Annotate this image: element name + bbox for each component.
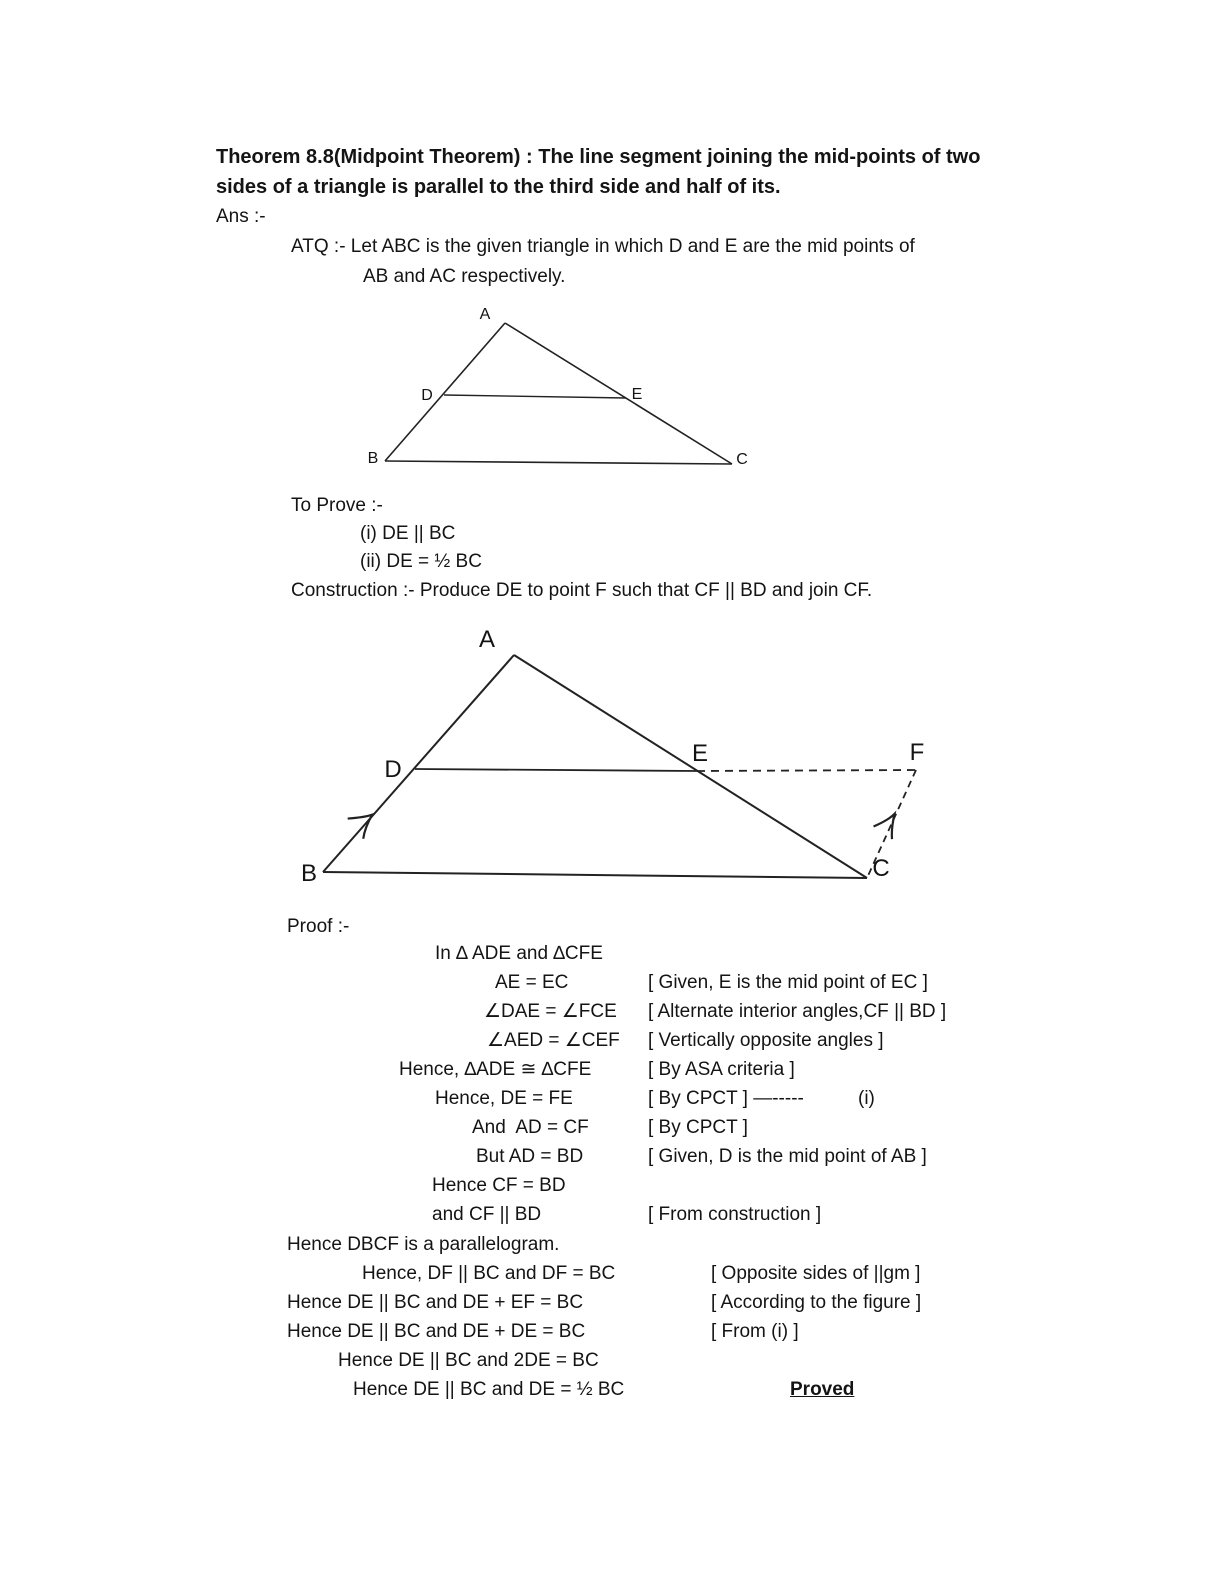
proof-conclusion-statement: Hence DE || BC and 2DE = BC bbox=[338, 1350, 599, 1371]
fig2-parallel-arrow-cf bbox=[872, 808, 902, 839]
proof-step-statement: Hence, ∆ADE ≅ ∆CFE bbox=[399, 1059, 592, 1080]
fig2-vertex-label-a: A bbox=[478, 626, 496, 653]
proof-step-reason: [ By ASA criteria ] bbox=[648, 1059, 795, 1080]
fig2-point-label-e: E bbox=[691, 740, 709, 767]
proof-step-statement: and CF || BD bbox=[432, 1204, 542, 1225]
proof-conclusion-statement: Hence, DF || BC and DF = BC bbox=[362, 1263, 616, 1284]
proof-conclusion-statement: Hence DE || BC and DE = ½ BC bbox=[353, 1379, 625, 1400]
proof-conclusion-reason: [ Opposite sides of ||gm ] bbox=[711, 1263, 921, 1284]
proof-step-reason: [ From construction ] bbox=[648, 1204, 822, 1225]
proof-step-statement: AE = EC bbox=[495, 972, 569, 993]
fig1-segment-de bbox=[444, 395, 626, 398]
fig2-point-label-f: F bbox=[909, 739, 925, 766]
to-prove-label: To Prove :- bbox=[291, 495, 383, 516]
atq-line1: ATQ :- Let ABC is the given triangle in which D and E are the mid points of bbox=[291, 236, 915, 257]
fig2-side-ab bbox=[323, 655, 514, 872]
to-prove-item-1: (i) DE || BC bbox=[360, 523, 456, 544]
proof-step-statement: ∠DAE = ∠FCE bbox=[484, 1001, 617, 1022]
fig1-side-bc bbox=[385, 461, 732, 464]
proof-conclusion-statement: Hence DE || BC and DE + EF = BC bbox=[287, 1292, 584, 1313]
proof-step-reason: [ By CPCT ] —----- bbox=[648, 1088, 804, 1109]
proof-step-statement: Hence, DE = FE bbox=[435, 1088, 573, 1109]
proof-intro: In ∆ ADE and ∆CFE bbox=[435, 943, 603, 964]
fig1-side-ac bbox=[505, 323, 732, 464]
fig2-side-bc bbox=[323, 872, 867, 878]
proof-step-reason: [ Given, D is the mid point of AB ] bbox=[648, 1146, 927, 1167]
to-prove-item-2: (ii) DE = ½ BC bbox=[360, 551, 482, 572]
theorem-heading-line1: Theorem 8.8(Midpoint Theorem) : The line segment joining the mid-points of two bbox=[216, 146, 981, 168]
figure-construction-with-f bbox=[295, 613, 955, 893]
proof-conclusion-statement: Hence DE || BC and DE + DE = BC bbox=[287, 1321, 586, 1342]
proof-step-reason: [ By CPCT ] bbox=[648, 1117, 748, 1138]
proof-conclusion-reason: [ According to the figure ] bbox=[711, 1292, 922, 1313]
fig2-segment-de bbox=[415, 769, 697, 771]
proof-step-reason: [ Given, E is the mid point of EC ] bbox=[648, 972, 928, 993]
proof-step-reason: [ Vertically opposite angles ] bbox=[648, 1030, 884, 1051]
proof-label: Proof :- bbox=[287, 916, 350, 937]
proof-conclusion-reason: [ From (i) ] bbox=[711, 1321, 799, 1342]
proof-step-statement: But AD = BD bbox=[476, 1146, 584, 1167]
construction-statement: Construction :- Produce DE to point F such that CF || BD and join CF. bbox=[291, 580, 873, 601]
fig2-side-ac bbox=[514, 655, 867, 878]
proof-step-note: (i) bbox=[858, 1088, 875, 1109]
fig2-vertex-label-c: C bbox=[872, 855, 890, 882]
fig1-vertex-label-b: B bbox=[367, 450, 379, 467]
proof-conclusion-statement: Hence DBCF is a parallelogram. bbox=[287, 1234, 560, 1255]
ans-label: Ans :- bbox=[216, 206, 266, 227]
fig2-vertex-label-b: B bbox=[300, 860, 318, 887]
fig1-side-ab bbox=[385, 323, 505, 461]
proved-label: Proved bbox=[790, 1379, 855, 1400]
fig1-vertex-label-c: C bbox=[736, 451, 748, 468]
fig1-vertex-label-a: A bbox=[479, 306, 491, 323]
proof-step-statement: And AD = CF bbox=[472, 1117, 589, 1138]
fig2-segment-ef-dashed bbox=[697, 770, 916, 771]
fig1-point-label-d: D bbox=[421, 387, 433, 404]
fig2-parallel-arrow-bd bbox=[344, 804, 379, 839]
proof-step-statement: Hence CF = BD bbox=[432, 1175, 566, 1196]
fig1-point-label-e: E bbox=[631, 386, 643, 403]
figure-triangle-with-midsegment bbox=[340, 290, 780, 480]
proof-step-statement: ∠AED = ∠CEF bbox=[487, 1030, 620, 1051]
proof-step-reason: [ Alternate interior angles,CF || BD ] bbox=[648, 1001, 947, 1022]
fig2-point-label-d: D bbox=[384, 756, 402, 783]
theorem-heading-line2: sides of a triangle is parallel to the third side and half of its. bbox=[216, 176, 781, 198]
atq-line2: AB and AC respectively. bbox=[363, 266, 566, 287]
